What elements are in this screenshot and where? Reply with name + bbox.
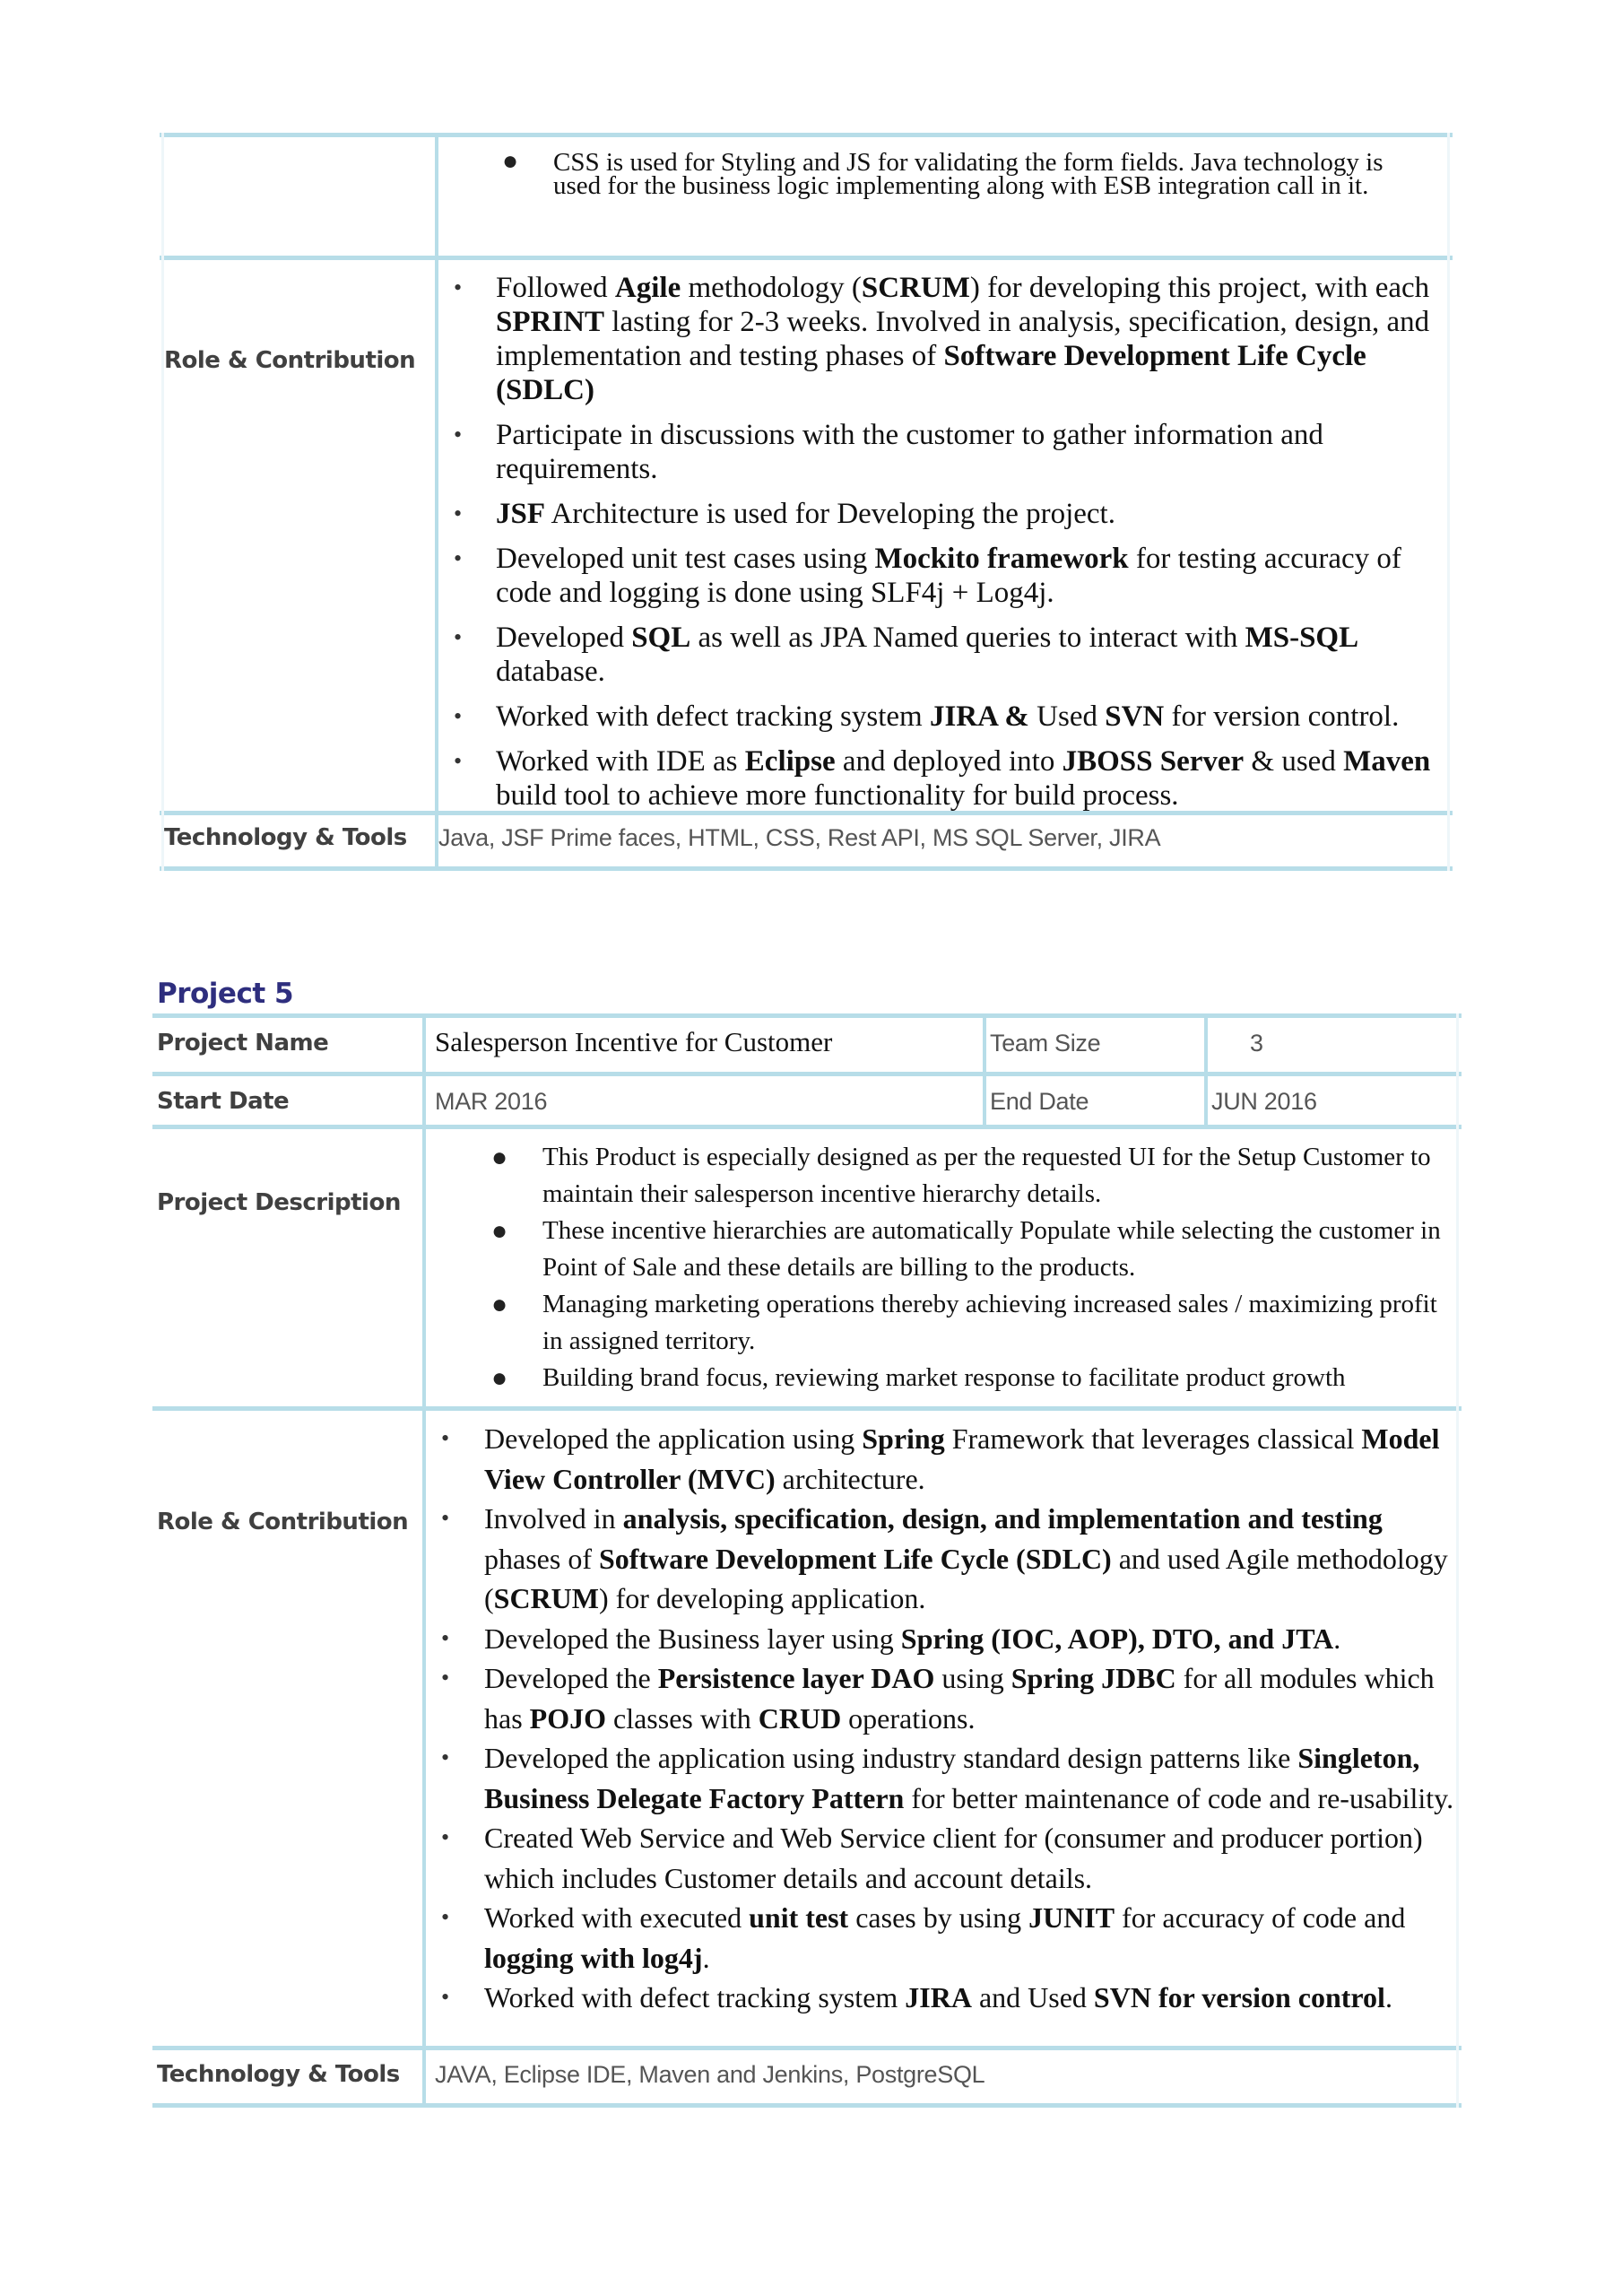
text: database. — [496, 656, 605, 688]
text: architecture. — [775, 1462, 925, 1495]
text: Worked with defect tracking system — [496, 700, 930, 733]
list-item — [441, 1818, 1459, 1898]
list-item — [454, 418, 1440, 486]
bold-text: Spring — [862, 1422, 945, 1455]
bold-text: SCRUM — [861, 272, 970, 304]
bold-text: Maven — [1343, 745, 1431, 778]
project-description-label: Project Description — [157, 1189, 401, 1216]
bullet-icon: ● — [491, 1290, 508, 1319]
bold-text: Eclipse — [744, 745, 836, 778]
text: for accuracy of code and — [1115, 1901, 1406, 1934]
text: Worked with defect tracking system — [484, 1981, 906, 2013]
project-description-list — [491, 1139, 1442, 1396]
project-name-value: Salesperson Incentive for Customer — [435, 1026, 833, 1057]
text: for version control. — [1164, 700, 1400, 733]
bold-text: JBOSS Server — [1062, 745, 1245, 778]
table-border — [152, 1406, 1462, 1411]
role-contribution-label: Role & Contribution — [164, 347, 416, 374]
text: Participate in discussions with the customer to gather information and requirements. — [496, 419, 1323, 485]
table-edge — [161, 133, 164, 871]
list-item — [441, 1738, 1459, 1818]
text: for better maintenance of code and re-usability. — [904, 1781, 1454, 1814]
column-divider — [422, 1013, 426, 2108]
text: Developed the — [484, 1662, 658, 1694]
role-contribution-label: Role & Contribution — [157, 1509, 409, 1535]
bullet-icon: • — [441, 1824, 450, 1850]
text: Managing marketing operations thereby achieving increased sales / maximizing profit in assigned territory. — [542, 1290, 1437, 1355]
column-divider — [435, 133, 438, 871]
text: Followed — [496, 272, 615, 304]
list-item — [441, 1898, 1459, 1978]
list-item — [441, 1978, 1459, 2018]
description-continued-list — [502, 146, 1426, 200]
text: and used Agile methodology ( — [484, 1542, 1448, 1614]
text: Worked with executed — [484, 1901, 750, 1934]
bullet-icon: • — [454, 422, 463, 448]
bold-text: JIRA & — [929, 700, 1029, 733]
bold-text: JSF — [496, 498, 546, 530]
bold-text: logging with log4j — [484, 1941, 703, 1974]
bold-text: Agile — [614, 272, 681, 304]
text: . — [1384, 1981, 1392, 2013]
bold-text: CRUD — [758, 1701, 842, 1735]
start-date-label: Start Date — [157, 1088, 290, 1115]
bold-text: POJO — [529, 1701, 606, 1735]
text: Developed unit test cases using — [496, 543, 875, 575]
text: Architecture is used for Developing the project. — [545, 498, 1115, 530]
bold-text: Spring (IOC, AOP), DTO, and JTA — [900, 1622, 1334, 1655]
bold-text: MS-SQL — [1245, 622, 1359, 654]
bold-text: SVN for version control — [1093, 1981, 1385, 2013]
text: methodology ( — [681, 272, 862, 304]
bullet-icon: • — [454, 703, 463, 729]
list-item — [502, 146, 1426, 200]
team-size-label: Team Size — [990, 1030, 1101, 1057]
list-item — [491, 1360, 1442, 1396]
bold-text: JUNIT — [1028, 1901, 1115, 1934]
table-border — [160, 866, 1453, 871]
technology-tools-value: Java, JSF Prime faces, HTML, CSS, Rest API, MS SQL Server, JIRA — [438, 824, 1161, 851]
role-contribution-list — [454, 271, 1440, 823]
text: . — [702, 1941, 710, 1974]
text: build tool to achieve more functionality for build process. — [496, 779, 1179, 812]
text: using — [934, 1662, 1011, 1694]
bullet-icon: • — [441, 1425, 450, 1451]
bold-text: SVN — [1105, 700, 1165, 733]
bold-text: SCRUM — [493, 1582, 599, 1614]
list-item — [491, 1213, 1442, 1286]
text: ) for developing application. — [598, 1582, 926, 1614]
text: as well as JPA Named queries to interact with — [690, 622, 1245, 654]
text: Building brand focus, reviewing market response to facilitate product growth — [542, 1363, 1346, 1392]
technology-tools-value: JAVA, Eclipse IDE, Maven and Jenkins, PostgreSQL — [435, 2061, 985, 2088]
list-item — [441, 1419, 1459, 1499]
table-border — [152, 1013, 1462, 1018]
project-5-title: Project 5 — [157, 978, 294, 1010]
end-date-value: JUN 2016 — [1211, 1088, 1317, 1115]
text: CSS is used for Styling and JS for validating the form fields. Java technology is used for the business logic implementing along with ESB integration call in it. — [553, 148, 1383, 200]
text: for testing accuracy of code and logging is done using SLF4j + Log4j. — [496, 543, 1401, 609]
bold-text: Singleton, Business Delegate Factory Pattern — [484, 1742, 1420, 1814]
bold-text: Software Development Life Cycle (SDLC) — [496, 340, 1366, 406]
table-border — [152, 1072, 1462, 1076]
bullet-icon: • — [454, 274, 463, 300]
bullet-icon: • — [454, 748, 463, 774]
table-border — [160, 133, 1453, 137]
bullet-icon: ● — [491, 1216, 508, 1246]
bold-text: Mockito framework — [874, 543, 1129, 575]
start-date-value: MAR 2016 — [435, 1088, 548, 1115]
text: Developed — [496, 622, 632, 654]
list-item — [454, 621, 1440, 689]
text: Worked with IDE as — [496, 745, 745, 778]
bullet-icon: ● — [491, 1143, 508, 1172]
column-divider — [983, 1013, 986, 1129]
text: Developed the application using — [484, 1422, 863, 1455]
table-border — [152, 2103, 1462, 2108]
text: Developed the application using industry standard design patterns like — [484, 1742, 1298, 1774]
text: These incentive hierarchies are automatically Populate while selecting the customer in Point of Sale and these details are billing to the products. — [542, 1216, 1441, 1282]
bold-text: Software Development Life Cycle (SDLC) — [598, 1542, 1112, 1575]
text: Used — [1028, 700, 1106, 733]
text: ) for developing this project, with each — [969, 272, 1430, 304]
text: and Used — [971, 1981, 1094, 2013]
bullet-icon: • — [441, 1744, 450, 1770]
team-size-value: 3 — [1250, 1030, 1263, 1057]
text: Developed the Business layer using — [484, 1622, 901, 1655]
bold-text: Persistence layer DAO — [657, 1662, 935, 1694]
text: Involved in — [484, 1502, 623, 1535]
bold-text: SQL — [631, 622, 691, 654]
bold-text: analysis, specification, design, and implementation and testing — [622, 1502, 1383, 1535]
text: Created Web Service and Web Service client for (consumer and producer portion) which includes Customer details and account details. — [484, 1822, 1423, 1894]
table-border — [160, 256, 1453, 260]
bullet-icon: • — [441, 1624, 450, 1651]
bold-text: JIRA — [905, 1981, 972, 2013]
text: Framework that leverages classical — [944, 1422, 1362, 1455]
bullet-icon: • — [454, 545, 463, 571]
list-item — [491, 1286, 1442, 1360]
technology-tools-label: Technology & Tools — [164, 824, 407, 851]
bold-text: SPRINT — [496, 306, 605, 338]
list-item — [454, 700, 1440, 734]
text: for all modules which has — [484, 1662, 1435, 1735]
text: & used — [1244, 745, 1344, 778]
bullet-icon: • — [454, 500, 463, 526]
bold-text: unit test — [749, 1901, 849, 1934]
text: . — [1333, 1622, 1341, 1655]
bold-text: Spring JDBC — [1010, 1662, 1176, 1694]
list-item — [441, 1619, 1459, 1659]
text: This Product is especially designed as per the requested UI for the Setup Customer to maintain their salesperson incentive hierarchy details. — [542, 1143, 1431, 1208]
technology-tools-label: Technology & Tools — [157, 2061, 400, 2088]
table-edge — [1447, 133, 1450, 871]
list-item — [454, 542, 1440, 610]
list-item — [454, 744, 1440, 813]
list-item — [441, 1658, 1459, 1738]
list-item — [454, 497, 1440, 531]
text: cases by using — [848, 1901, 1029, 1934]
column-divider — [1204, 1013, 1208, 1129]
list-item — [491, 1139, 1442, 1213]
bullet-icon: • — [454, 624, 463, 650]
bullet-icon: • — [441, 1665, 450, 1691]
list-item — [441, 1499, 1459, 1619]
text: phases of — [484, 1542, 599, 1575]
table-border — [152, 1125, 1462, 1129]
list-item — [454, 271, 1440, 407]
text: lasting for 2-3 weeks. Involved in analysis, specification, design, and implementation and testing phases of — [496, 306, 1430, 372]
role-contribution-list — [441, 1419, 1459, 2018]
end-date-label: End Date — [990, 1088, 1089, 1115]
text: operations. — [841, 1701, 976, 1735]
bold-text: Model View Controller (MVC) — [484, 1422, 1440, 1495]
table-border — [152, 2046, 1462, 2050]
bullet-icon: • — [441, 1505, 450, 1531]
text: and deployed into — [835, 745, 1063, 778]
bullet-icon: • — [441, 1904, 450, 1930]
bullet-icon: ● — [502, 146, 519, 176]
text: classes with — [605, 1701, 759, 1735]
bullet-icon: ● — [491, 1363, 508, 1393]
project-name-label: Project Name — [157, 1030, 329, 1057]
bullet-icon: • — [441, 1984, 450, 2010]
